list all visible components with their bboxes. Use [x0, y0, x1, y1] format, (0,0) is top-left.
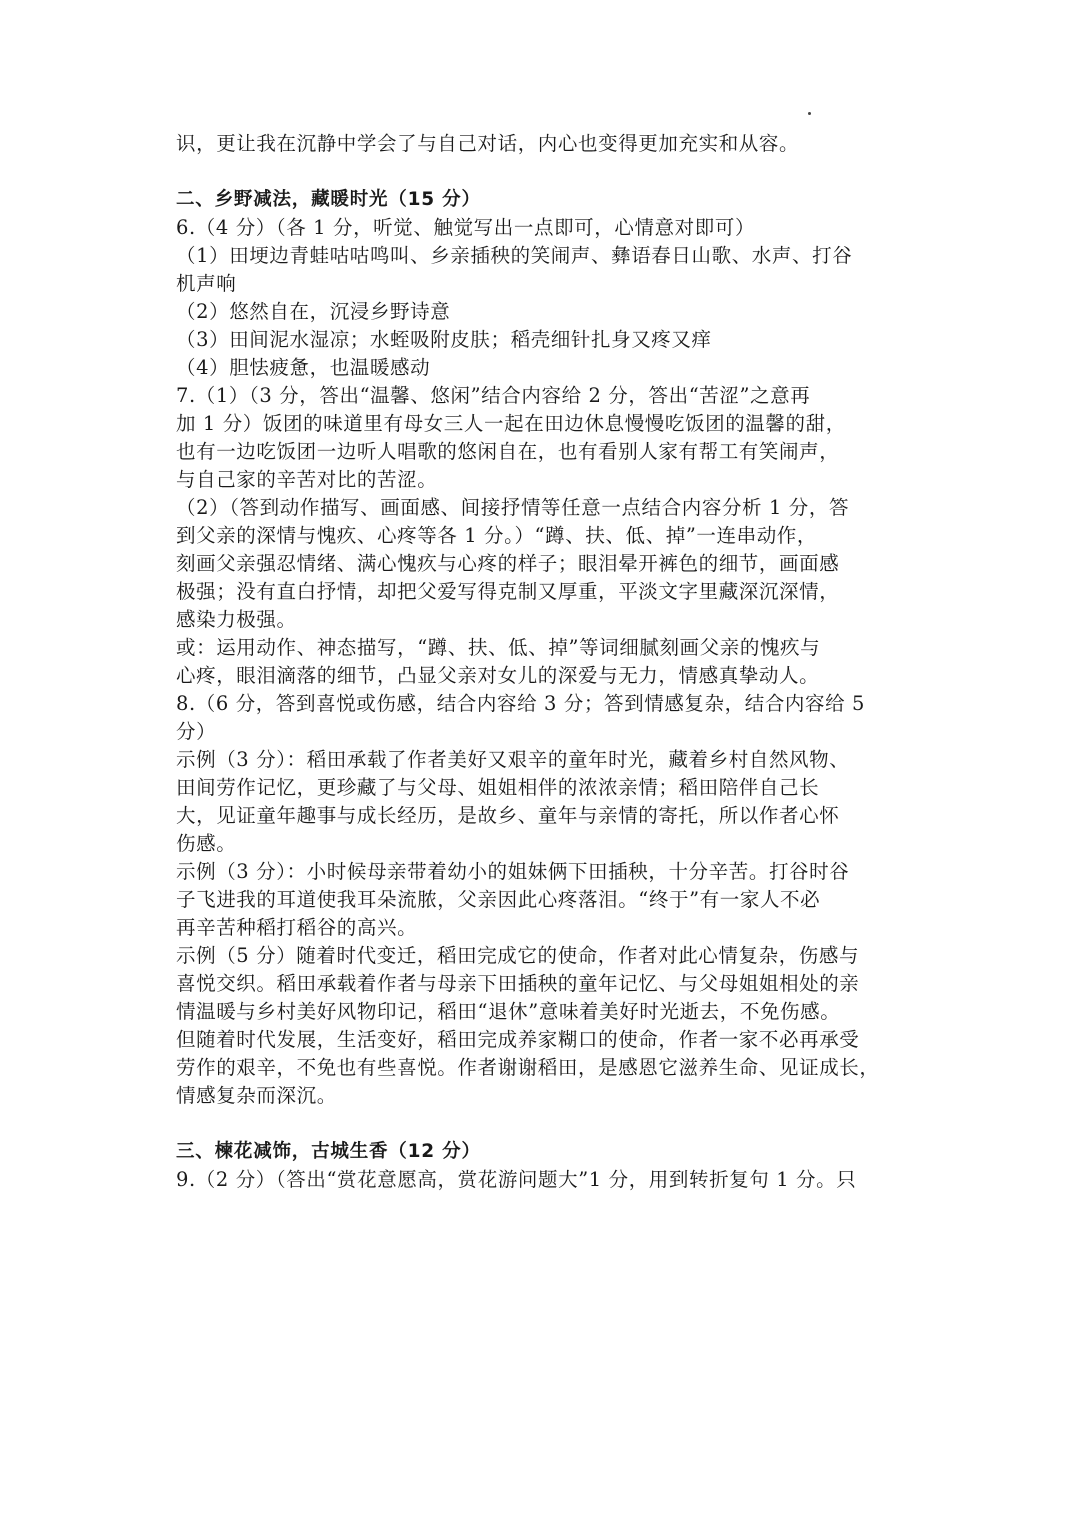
question-7-header: 7.（1）（3 分，答出“温馨、悠闲”结合内容给 2 分，答出“苦涩”之意再 — [176, 384, 811, 407]
text-line: 感染力极强。 — [176, 608, 297, 631]
text-line: 到父亲的深情与愧疚、心疼等各 1 分。）“蹲、扶、低、掉”一连串动作， — [176, 524, 817, 547]
question-6-header: 6.（4 分）（各 1 分，听觉、触觉写出一点即可，心情意对即可） — [176, 216, 756, 239]
text-line: 也有一边吃饭团一边听人唱歌的悠闲自在，也有看别人家有帮工有笑闹声， — [176, 440, 840, 463]
text-line: 示例（3 分）：小时候母亲带着幼小的姐妹俩下田插秧，十分辛苦。打谷时谷 — [176, 860, 850, 883]
text-line: 再辛苦种稻打稻谷的高兴。 — [176, 916, 418, 939]
text-line: 加 1 分）饭团的味道里有母女三人一起在田边休息慢慢吃饭团的温馨的甜， — [176, 412, 846, 435]
text-line: 子飞进我的耳道使我耳朵流脓，父亲因此心疼落泪。“终于”有一家人不必 — [176, 888, 821, 911]
scan-dot — [808, 112, 811, 115]
text-line: 示例（3 分）：稻田承载了作者美好又艰辛的童年时光，藏着乡村自然风物、 — [176, 748, 850, 771]
text-line: 分） — [176, 720, 217, 743]
text-line: 伤感。 — [176, 832, 237, 855]
text-line: 大，见证童年趣事与成长经历，是故乡、童年与亲情的寄托，所以作者心怀 — [176, 804, 840, 827]
text-line: 劳作的艰辛，不免也有些喜悦。作者谢谢稻田，是感恩它滋养生命、见证成长， — [176, 1056, 880, 1079]
question-9-header: 9.（2 分）（答出“赏花意愿高，赏花游问题大”1 分，用到转折复句 1 分。只 — [176, 1168, 857, 1191]
section-heading-2: 二、乡野减法，藏暖时光（15 分） — [176, 189, 481, 210]
text-line: （2）悠然自在，沉浸乡野诗意 — [176, 300, 451, 323]
text-line: 示例（5 分）随着时代变迁，稻田完成它的使命，作者对此心情复杂，伤感与 — [176, 944, 860, 967]
text-line: （1）田埂边青蛙咕咕鸣叫、乡亲插秧的笑闹声、彝语春日山歌、水声、打谷 — [176, 244, 853, 267]
answer-key-text — [176, 130, 921, 1194]
text-line: 极强；没有直白抒情，却把父爱写得克制又厚重，平淡文字里藏深沉深情， — [176, 580, 840, 603]
text-line: 刻画父亲强忍情绪、满心愧疚与心疼的样子；眼泪晕开裤色的细节，画面感 — [176, 552, 840, 575]
text-line: （2）（答到动作描写、画面感、间接抒情等任意一点结合内容分析 1 分，答 — [176, 496, 850, 519]
section-heading-3: 三、楝花减饰，古城生香（12 分） — [176, 1141, 481, 1162]
text-line: 识，更让我在沉静中学会了与自己对话，内心也变得更加充实和从容。 — [176, 132, 800, 155]
text-line: 或：运用动作、神态描写，“蹲、扶、低、掉”等词细腻刻画父亲的愧疚与 — [176, 636, 821, 659]
text-line: （4）胆怯疲惫，也温暖感动 — [176, 356, 431, 379]
text-line: 与自己家的辛苦对比的苦涩。 — [176, 468, 438, 491]
text-line: 机声响 — [176, 272, 237, 295]
text-line: 但随着时代发展，生活变好，稻田完成养家糊口的使命，作者一家不必再承受 — [176, 1028, 860, 1051]
text-line: 情感复杂而深沉。 — [176, 1084, 337, 1107]
text-line: 心疼，眼泪滴落的细节，凸显父亲对女儿的深爱与无力，情感真挚动人。 — [176, 664, 820, 687]
blank-line — [176, 1110, 921, 1138]
text-line: （3）田间泥水湿凉；水蛭吸附皮肤；稻壳细针扎身又疼又痒 — [176, 328, 712, 351]
text-line: 喜悦交织。稻田承载着作者与母亲下田插秧的童年记忆、与父母姐姐相处的亲 — [176, 972, 860, 995]
blank-line — [176, 158, 921, 186]
text-line: 田间劳作记忆，更珍藏了与父母、姐姐相伴的浓浓亲情；稻田陪伴自己长 — [176, 776, 820, 799]
question-8-header: 8.（6 分，答到喜悦或伤感，结合内容给 3 分；答到情感复杂，结合内容给 5 — [176, 692, 866, 715]
text-line: 情温暖与乡村美好风物印记，稻田“退休”意味着美好时光逝去，不免伤感。 — [176, 1000, 841, 1023]
